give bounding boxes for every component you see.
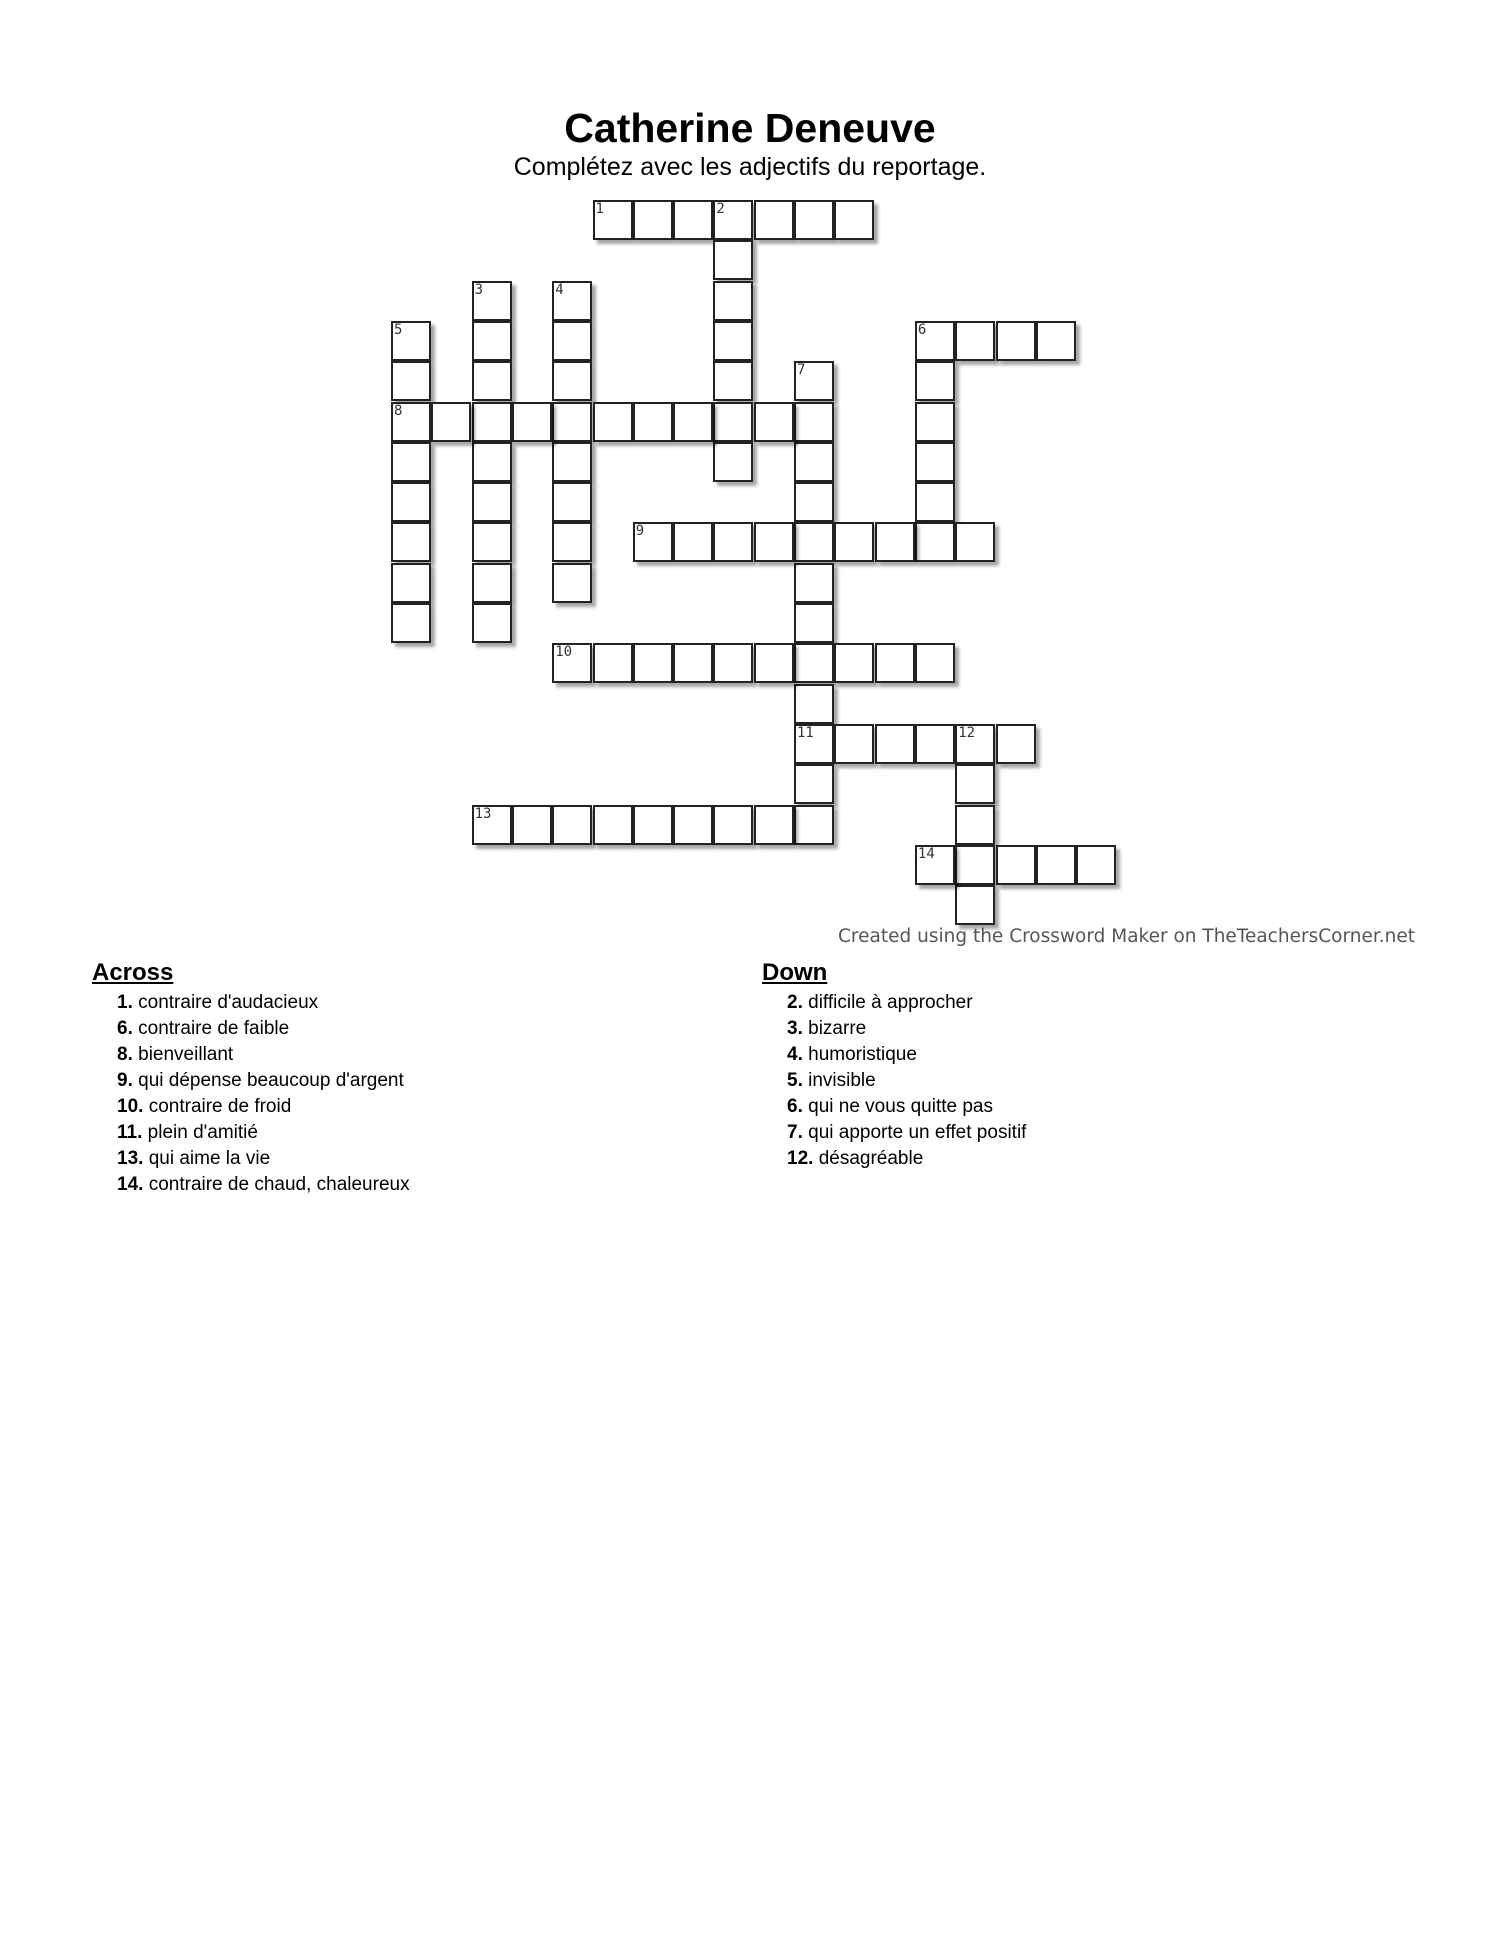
grid-cell[interactable]: [673, 522, 713, 562]
clue-item: [117, 1042, 410, 1068]
grid-cell[interactable]: [915, 482, 955, 522]
puzzle-title: Catherine Deneuve: [564, 105, 936, 151]
grid-cell[interactable]: [794, 442, 834, 482]
grid-cell[interactable]: [633, 522, 673, 562]
clue-item: [117, 1172, 410, 1198]
grid-cell[interactable]: [713, 402, 753, 442]
clue-item: [787, 1094, 1026, 1120]
grid-cell[interactable]: [834, 200, 874, 240]
grid-cell[interactable]: [552, 361, 592, 401]
across-clues: [92, 958, 410, 1198]
grid-cell[interactable]: [955, 805, 995, 845]
grid-cell[interactable]: [552, 805, 592, 845]
clue-text: contraire de froid: [143, 1096, 292, 1117]
grid-cell[interactable]: [794, 563, 834, 603]
grid-cell[interactable]: [1036, 321, 1076, 361]
grid-cell[interactable]: [593, 643, 633, 683]
cell-number: 2: [716, 201, 725, 217]
clue-text: invisible: [802, 1070, 876, 1091]
cell-number: 12: [958, 724, 976, 741]
cell-number: 6: [917, 321, 927, 338]
cell-number: 5: [394, 321, 403, 338]
cell-number: 14: [917, 845, 935, 862]
clue-text: difficile à approcher: [802, 992, 973, 1013]
clue-item: [117, 1094, 410, 1120]
grid-cell[interactable]: [472, 321, 512, 361]
grid-cell[interactable]: [391, 563, 431, 603]
clue-item: [787, 1068, 1026, 1094]
grid-cell[interactable]: [552, 442, 592, 482]
cell-number: 3: [474, 281, 484, 298]
grid-cell[interactable]: [794, 522, 834, 562]
grid-cell[interactable]: [391, 522, 431, 562]
grid-cell[interactable]: [834, 522, 874, 562]
grid-cell[interactable]: [552, 402, 592, 442]
grid-cell[interactable]: [673, 805, 713, 845]
grid-cell[interactable]: [955, 885, 995, 925]
clue-number: 8.: [117, 1044, 133, 1065]
clue-text: contraire de faible: [132, 1018, 290, 1039]
grid-cell[interactable]: [593, 402, 633, 442]
grid-cell[interactable]: [713, 281, 753, 321]
grid-cell[interactable]: [472, 522, 512, 562]
grid-cell[interactable]: [673, 643, 713, 683]
grid-cell[interactable]: [794, 643, 834, 683]
grid-cell[interactable]: [754, 643, 794, 683]
grid-cell[interactable]: [754, 522, 794, 562]
cell-number: 11: [797, 724, 814, 741]
clue-item: [787, 1042, 1026, 1068]
grid-cell[interactable]: [713, 643, 753, 683]
clue-text: humoristique: [802, 1044, 917, 1065]
clue-text: contraire d'audacieux: [132, 992, 319, 1013]
grid-cell[interactable]: [472, 361, 512, 401]
grid-cell[interactable]: [713, 522, 753, 562]
grid-cell[interactable]: [713, 240, 753, 280]
grid-cell[interactable]: [391, 603, 431, 643]
clue-item: [787, 990, 1026, 1016]
clue-number: 4.: [787, 1044, 803, 1065]
grid-cell[interactable]: [472, 281, 512, 321]
grid-cell[interactable]: [593, 805, 633, 845]
down-clue-list: [762, 990, 1026, 1172]
grid-cell[interactable]: [472, 402, 512, 442]
grid-cell[interactable]: [593, 200, 633, 240]
grid-cell[interactable]: [955, 321, 995, 361]
cell-number: 7: [797, 362, 806, 379]
grid-cell[interactable]: [794, 764, 834, 804]
clue-number: 6.: [787, 1096, 803, 1117]
clue-number: 14.: [117, 1174, 144, 1195]
clue-item: [117, 1068, 410, 1094]
clue-number: 5.: [787, 1070, 803, 1091]
clue-number: 6.: [117, 1018, 133, 1039]
clue-number: 9.: [117, 1070, 133, 1091]
clue-number: 10.: [117, 1096, 144, 1117]
down-clues: [762, 958, 1026, 1172]
grid-cell[interactable]: [754, 805, 794, 845]
grid-cell[interactable]: [713, 442, 753, 482]
grid-cell[interactable]: [794, 805, 834, 845]
grid-cell[interactable]: [794, 482, 834, 522]
grid-cell[interactable]: [472, 482, 512, 522]
clue-item: [787, 1146, 1026, 1172]
grid-cell[interactable]: [713, 805, 753, 845]
clue-item: [787, 1120, 1026, 1146]
grid-cell[interactable]: [955, 764, 995, 804]
grid-cell[interactable]: [472, 805, 512, 845]
clue-item: [117, 990, 410, 1016]
grid-cell[interactable]: [794, 724, 834, 764]
grid-cell[interactable]: [996, 321, 1036, 361]
cell-number: 8: [394, 402, 403, 419]
grid-cell[interactable]: [754, 200, 794, 240]
grid-cell[interactable]: [552, 563, 592, 603]
cell-number: 4: [555, 281, 564, 298]
clue-number: 1.: [117, 992, 133, 1013]
clue-number: 2.: [787, 992, 803, 1013]
grid-cell[interactable]: [996, 724, 1036, 764]
grid-cell[interactable]: [552, 281, 592, 321]
grid-cell[interactable]: [713, 200, 753, 240]
grid-cell[interactable]: [633, 805, 673, 845]
grid-cell[interactable]: [391, 442, 431, 482]
clue-text: qui ne vous quitte pas: [802, 1096, 993, 1117]
clue-item: [117, 1120, 410, 1146]
clue-text: plein d'amitié: [142, 1122, 258, 1143]
clue-item: [117, 1146, 410, 1172]
clue-text: qui aime la vie: [143, 1148, 271, 1169]
grid-cell[interactable]: [552, 643, 592, 683]
clue-text: qui dépense beaucoup d'argent: [132, 1070, 404, 1091]
grid-cell[interactable]: [713, 361, 753, 401]
grid-cell[interactable]: [915, 643, 955, 683]
grid-cell[interactable]: [794, 200, 834, 240]
grid-cell[interactable]: [512, 805, 552, 845]
clue-text: qui apporte un effet positif: [802, 1122, 1027, 1143]
grid-cell[interactable]: [552, 522, 592, 562]
grid-cell[interactable]: [754, 402, 794, 442]
grid-cell[interactable]: [996, 845, 1036, 885]
grid-cell[interactable]: [472, 442, 512, 482]
clue-text: bienveillant: [132, 1044, 234, 1065]
grid-cell[interactable]: [794, 402, 834, 442]
clue-number: 12.: [787, 1148, 814, 1169]
grid-cell[interactable]: [794, 684, 834, 724]
grid-cell[interactable]: [915, 845, 955, 885]
grid-cell[interactable]: [673, 200, 713, 240]
grid-cell[interactable]: [633, 200, 673, 240]
grid-cell[interactable]: [915, 724, 955, 764]
grid-cell[interactable]: [391, 361, 431, 401]
puzzle-subtitle: Complétez avec les adjectifs du reportage.: [513, 153, 987, 181]
credit-line: Created using the Crossword Maker on TheTeachersCorner.net: [838, 926, 1415, 947]
grid-cell[interactable]: [915, 321, 955, 361]
grid-cell[interactable]: [673, 402, 713, 442]
cell-number: 13: [474, 805, 492, 822]
grid-cell[interactable]: [1036, 845, 1076, 885]
clue-number: 3.: [787, 1018, 803, 1039]
grid-cell[interactable]: [875, 522, 915, 562]
grid-cell[interactable]: [552, 482, 592, 522]
grid-cell[interactable]: [834, 643, 874, 683]
grid-cell[interactable]: [875, 643, 915, 683]
down-heading: Down: [762, 959, 828, 986]
grid-cell[interactable]: [633, 402, 673, 442]
grid-cell[interactable]: [955, 522, 995, 562]
grid-cell[interactable]: [431, 402, 471, 442]
clue-item: [787, 1016, 1026, 1042]
grid-cell[interactable]: [391, 402, 431, 442]
grid-cell[interactable]: [915, 361, 955, 401]
grid-cell[interactable]: [794, 603, 834, 643]
clue-text: bizarre: [802, 1018, 867, 1039]
grid-cell[interactable]: [633, 643, 673, 683]
clue-item: [117, 1016, 410, 1042]
clue-text: désagréable: [813, 1148, 924, 1169]
grid-cell[interactable]: [1076, 845, 1116, 885]
across-clue-list: [92, 990, 410, 1198]
grid-cell[interactable]: [915, 522, 955, 562]
grid-cell[interactable]: [472, 563, 512, 603]
grid-cell[interactable]: [875, 724, 915, 764]
grid-cell[interactable]: [794, 361, 834, 401]
grid-cell[interactable]: [552, 321, 592, 361]
clue-number: 13.: [117, 1148, 144, 1169]
crossword-grid: [0, 0, 1500, 940]
grid-cell[interactable]: [834, 724, 874, 764]
cell-number: 1: [595, 201, 604, 217]
grid-cell[interactable]: [915, 442, 955, 482]
clue-number: 11.: [117, 1122, 143, 1143]
cell-number: 10: [555, 644, 573, 661]
grid-cell[interactable]: [472, 603, 512, 643]
clue-text: contraire de chaud, chaleureux: [143, 1174, 410, 1195]
across-heading: Across: [92, 959, 174, 986]
grid-cell[interactable]: [915, 402, 955, 442]
grid-cell[interactable]: [713, 321, 753, 361]
grid-cell[interactable]: [391, 321, 431, 361]
grid-cell[interactable]: [955, 724, 995, 764]
clue-number: 7.: [787, 1122, 803, 1143]
grid-cell[interactable]: [512, 402, 552, 442]
cell-number: 9: [635, 523, 645, 540]
grid-cell[interactable]: [391, 482, 431, 522]
grid-cell[interactable]: [955, 845, 995, 885]
